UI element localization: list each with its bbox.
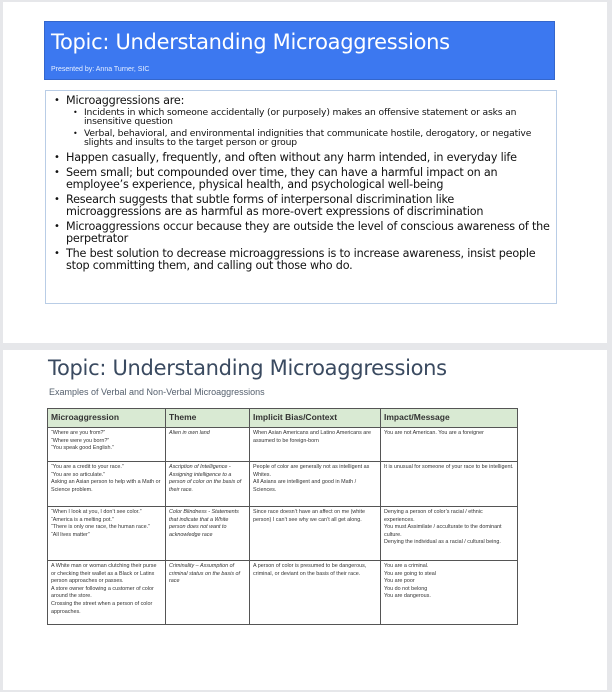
cell-line: Asking an Asian person to help with a Math or Science problem. — [51, 479, 161, 493]
sub-bullet-item: • Verbal, behavioral, and environmental indignities that communicate hostile, derogatory, or negative slights and insults to the target person or group — [66, 129, 550, 148]
bullet-list — [52, 95, 550, 271]
cell-line: You are poor — [384, 578, 415, 585]
theme-cell — [166, 507, 250, 561]
cell-line: Denying the individual as a racial / cultural being. — [384, 539, 501, 546]
bullet-item: • Seem small; but compounded over time, they can have a harmful impact on an employee’s experience, physical health, and psychological well-being — [52, 167, 550, 190]
cell-line: All Asians are intelligent and good in Math / Sciences. — [253, 479, 357, 493]
table-row — [48, 462, 518, 507]
header-theme: Theme — [166, 409, 250, 428]
cell-line: Criminality – Assumption of criminal status on the basis of race — [169, 563, 241, 585]
presenter-line: Presented by: Anna Turner, SIC — [51, 66, 150, 73]
theme-cell — [166, 561, 250, 625]
bullet-item: • Happen casually, frequently, and often without any harm intended, in everyday life — [52, 152, 550, 164]
table-body — [48, 428, 518, 625]
cell-line: A White man or woman clutching their purse or checking their wallet as a Black or Latinx person approaches or passes. — [51, 563, 157, 585]
header-context: Implicit Bias/Context — [250, 409, 381, 428]
table-row — [48, 428, 518, 462]
cell-line: “America is a melting pot.” — [51, 516, 114, 523]
bullet-item: • Microaggressions occur because they are outside the level of conscious awareness of the perpetrator — [52, 221, 550, 244]
cell-line: “Where were you born?” — [51, 437, 110, 444]
impact-cell — [381, 507, 518, 561]
bullet-item: • Research suggests that subtle forms of interpersonal discrimination like microaggressions are as harmful as more-overt expressions of discrimination — [52, 194, 550, 217]
cell-line: You are dangerous. — [384, 593, 431, 600]
cell-line: “When I look at you, I don’t see color.” — [51, 509, 142, 515]
theme-cell — [166, 428, 250, 462]
cell-line: When Asian Americans and Latino Americans are assumed to be foreign-born — [253, 430, 372, 444]
bullet-item — [52, 95, 550, 148]
cell-line: “You speak good English.” — [51, 445, 114, 452]
cell-line: You must Assimilate / acculturate to the dominant culture. — [384, 524, 502, 538]
table-header-row — [48, 409, 518, 428]
cell-line: You are going to steal — [384, 570, 436, 577]
microaggression-cell — [48, 507, 166, 561]
context-cell — [250, 561, 381, 625]
cell-line: Denying a person of color’s racial / ethnic experiences. — [384, 509, 483, 523]
header-impact: Impact/Message — [381, 409, 518, 428]
impact-cell — [381, 561, 518, 625]
microaggressions-table — [47, 408, 518, 625]
cell-line: People of color are generally not as intelligent as Whites. — [253, 464, 370, 478]
cell-line: Crossing the street when a person of color approaches. — [51, 600, 153, 615]
context-cell — [250, 507, 381, 561]
theme-cell — [166, 462, 250, 507]
slide-2-subtitle: Examples of Verbal and Non-Verbal Microaggressions — [49, 387, 265, 397]
cell-line: “All lives matter” — [51, 531, 90, 538]
cell-line: “You are so articulate.” — [51, 471, 106, 478]
context-cell — [250, 428, 381, 462]
bullet-item: • The best solution to decrease microaggressions is to increase awareness, insist people stop committing them, and calling out those who do. — [52, 248, 550, 271]
table-row — [48, 507, 518, 561]
cell-line: A person of color is presumed to be dangerous, criminal, or deviant on the basis of their race. — [253, 563, 367, 577]
impact-cell — [381, 462, 518, 507]
cell-line: A store owner following a customer of color around the store. — [51, 585, 154, 600]
impact-cell — [381, 428, 518, 462]
cell-line: Ascription of Intelligence - Assigning intelligence to a person of color on the basis of their race. — [169, 464, 242, 493]
bullet-content-box — [45, 90, 557, 304]
slide-2-title: Topic: Understanding Microaggressions — [48, 356, 447, 380]
slide-1 — [3, 2, 607, 343]
slide-1-title-bar — [44, 21, 555, 80]
microaggression-cell — [48, 462, 166, 507]
cell-line: You are not American. You are a foreigner — [384, 430, 484, 436]
cell-line: You do not belong — [384, 585, 428, 592]
cell-line: Color Blindness - Statements that indicate that a White person does not want to acknowledge race — [169, 509, 239, 538]
slide-2 — [3, 350, 607, 690]
table-row — [48, 561, 518, 625]
cell-line: You are a criminal. — [384, 563, 429, 569]
sub-bullet-list — [66, 108, 550, 148]
sub-bullet-item: • Incidents in which someone accidentally (or purposely) makes an offensive statement or asks an insensitive question — [66, 108, 550, 127]
microaggression-cell — [48, 428, 166, 462]
cell-line: “There is only one race, the human race.” — [51, 524, 150, 531]
bullet-text: Microaggressions are: — [66, 94, 185, 107]
header-microaggression: Microaggression — [48, 409, 166, 428]
microaggression-cell — [48, 561, 166, 625]
cell-line: It is unusual for someone of your race to be intelligent. — [384, 464, 514, 470]
context-cell — [250, 462, 381, 507]
cell-line: “You are a credit to your race.” — [51, 464, 124, 470]
cell-line: “Where are you from?” — [51, 430, 106, 436]
cell-line: Alien in own land — [169, 430, 210, 436]
slide-1-title: Topic: Understanding Microaggressions — [51, 30, 450, 54]
cell-line: Since race doesn’t have an affect on me (white person) I can’t see why we can’t all get along. — [253, 509, 365, 523]
